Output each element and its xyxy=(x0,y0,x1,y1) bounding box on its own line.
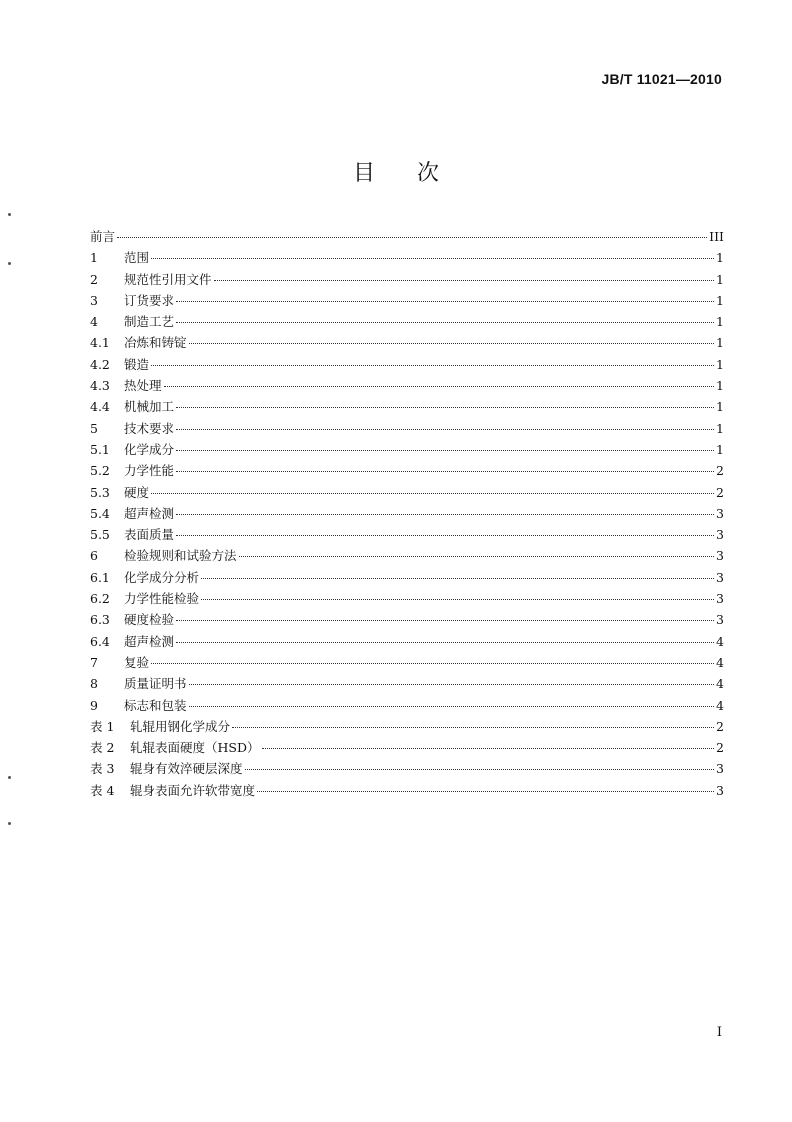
toc-entry[interactable] xyxy=(90,524,724,545)
toc-entry[interactable] xyxy=(90,226,724,247)
page-title xyxy=(0,156,792,187)
toc-entry-label: 化学成分分析 xyxy=(124,569,200,585)
toc-entry-label: 复验 xyxy=(124,654,150,670)
toc-dot-leader xyxy=(164,386,714,387)
standard-number: JB/T 11021—2010 xyxy=(601,71,722,87)
toc-entry-number: 4.3 xyxy=(90,378,110,394)
toc-entry-label: 前言 xyxy=(90,229,116,244)
toc-entry-label: 冶炼和铸锭 xyxy=(124,335,187,351)
title-char-1: 目 xyxy=(352,161,375,186)
toc-entry[interactable] xyxy=(90,311,724,332)
toc-entry-label: 力学性能 xyxy=(124,463,175,479)
toc-entry-page: 1 xyxy=(716,441,724,457)
toc-entry-page: 3 xyxy=(716,527,724,543)
scan-speck xyxy=(8,822,11,825)
toc-dot-leader xyxy=(176,407,714,408)
scan-speck xyxy=(8,213,11,216)
toc-entry-page: 2 xyxy=(716,740,724,756)
toc-dot-leader xyxy=(262,748,715,749)
toc-entry[interactable] xyxy=(90,631,724,652)
toc-entry-number: 7 xyxy=(90,654,98,670)
toc-entry[interactable] xyxy=(90,716,724,737)
toc-entry[interactable] xyxy=(90,780,724,801)
toc-entry-label: 轧辊表面硬度（HSD） xyxy=(130,740,260,756)
toc-entry-number: 5.4 xyxy=(90,505,110,521)
toc-entry-page: 1 xyxy=(716,314,724,330)
toc-entry-page: 1 xyxy=(716,250,724,266)
toc-entry[interactable] xyxy=(90,460,724,481)
toc-entry[interactable] xyxy=(90,396,724,417)
toc-dot-leader xyxy=(176,450,714,451)
toc-entry-number: 表 3 xyxy=(90,761,115,777)
toc-entry-page: 4 xyxy=(716,676,724,692)
toc-dot-leader xyxy=(201,599,714,600)
toc-dot-leader xyxy=(189,684,714,685)
toc-entry-label: 辊身有效淬硬层深度 xyxy=(130,761,243,777)
toc-entry-number: 9 xyxy=(90,697,98,713)
toc-entry[interactable] xyxy=(90,673,724,694)
toc-entry-label: 力学性能检验 xyxy=(124,591,200,607)
toc-entry[interactable] xyxy=(90,695,724,716)
toc-entry-page: 1 xyxy=(716,271,724,287)
toc-entry-number: 4.4 xyxy=(90,399,110,415)
toc-entry-number: 表 1 xyxy=(90,718,115,734)
toc-entry-label: 技术要求 xyxy=(124,420,175,436)
toc-entry-number: 8 xyxy=(90,676,98,692)
toc-dot-leader xyxy=(151,663,714,664)
toc-entry[interactable] xyxy=(90,290,724,311)
toc-entry[interactable] xyxy=(90,482,724,503)
toc-dot-leader xyxy=(245,769,714,770)
toc-entry-label: 规范性引用文件 xyxy=(124,271,212,287)
toc-entry[interactable] xyxy=(90,567,724,588)
toc-entry-label: 检验规则和试验方法 xyxy=(124,548,237,564)
toc-entry-number: 表 4 xyxy=(90,782,115,798)
toc-entry-number: 5.5 xyxy=(90,527,110,543)
toc-dot-leader xyxy=(151,258,714,259)
toc-entry-page: 1 xyxy=(716,356,724,372)
toc-entry-page: 3 xyxy=(716,505,724,521)
toc-entry-number: 5.2 xyxy=(90,463,110,479)
toc-dot-leader xyxy=(201,578,714,579)
toc-entry-page: III xyxy=(709,229,724,244)
toc-entry-page: 2 xyxy=(716,463,724,479)
toc-entry-page: 1 xyxy=(716,420,724,436)
toc-dot-leader xyxy=(232,727,714,728)
toc-dot-leader xyxy=(176,301,714,302)
toc-entry-page: 4 xyxy=(716,697,724,713)
toc-entry-label: 机械加工 xyxy=(124,399,175,415)
toc-dot-leader xyxy=(214,280,714,281)
toc-entry-number: 5.3 xyxy=(90,484,110,500)
toc-dot-leader xyxy=(117,237,707,238)
toc-entry-label: 标志和包装 xyxy=(124,697,187,713)
toc-entry-label: 锻造 xyxy=(124,356,150,372)
toc-entry-page: 1 xyxy=(716,335,724,351)
toc-dot-leader xyxy=(151,493,714,494)
toc-entry[interactable] xyxy=(90,418,724,439)
toc-entry-number: 6.3 xyxy=(90,612,110,628)
toc-entry-number: 6.4 xyxy=(90,633,110,649)
toc-entry-number: 4.2 xyxy=(90,356,110,372)
scan-speck xyxy=(8,776,11,779)
toc-entry[interactable] xyxy=(90,545,724,566)
toc-entry[interactable] xyxy=(90,269,724,290)
toc-entry-label: 范围 xyxy=(124,250,150,266)
toc-entry[interactable] xyxy=(90,609,724,630)
toc-dot-leader xyxy=(176,471,714,472)
toc-dot-leader xyxy=(257,791,714,792)
toc-dot-leader xyxy=(176,642,714,643)
toc-entry-page: 2 xyxy=(716,718,724,734)
toc-entry-label: 超声检测 xyxy=(124,633,175,649)
toc-entry[interactable] xyxy=(90,247,724,268)
toc-dot-leader xyxy=(189,706,714,707)
toc-entry-number: 5 xyxy=(90,420,98,436)
toc-entry-page: 3 xyxy=(716,569,724,585)
scan-speck xyxy=(8,262,11,265)
toc-dot-leader xyxy=(151,365,714,366)
toc-entry-label: 表面质量 xyxy=(124,527,175,543)
table-of-contents xyxy=(90,226,724,801)
toc-entry-label: 超声检测 xyxy=(124,505,175,521)
toc-dot-leader xyxy=(176,514,714,515)
toc-dot-leader xyxy=(176,620,714,621)
toc-entry-number: 5.1 xyxy=(90,441,110,457)
toc-entry-label: 硬度 xyxy=(124,484,150,500)
toc-entry-number: 1 xyxy=(90,250,98,266)
toc-entry-label: 热处理 xyxy=(124,378,162,394)
toc-entry-page: 2 xyxy=(716,484,724,500)
toc-entry-page: 1 xyxy=(716,399,724,415)
toc-entry[interactable] xyxy=(90,375,724,396)
toc-entry[interactable] xyxy=(90,737,724,758)
page-folio: I xyxy=(716,1025,722,1040)
toc-dot-leader xyxy=(239,556,714,557)
toc-entry-page: 3 xyxy=(716,591,724,607)
toc-entry[interactable] xyxy=(90,354,724,375)
toc-entry[interactable] xyxy=(90,332,724,353)
toc-entry-number: 4.1 xyxy=(90,335,110,351)
toc-entry-number: 4 xyxy=(90,314,98,330)
toc-entry-label: 轧辊用钢化学成分 xyxy=(130,718,231,734)
toc-entry-page: 3 xyxy=(716,782,724,798)
toc-entry-label: 质量证明书 xyxy=(124,676,187,692)
toc-entry-label: 辊身表面允许软带宽度 xyxy=(130,782,256,798)
toc-entry[interactable] xyxy=(90,758,724,779)
toc-dot-leader xyxy=(189,343,714,344)
toc-entry-page: 4 xyxy=(716,633,724,649)
toc-entry[interactable] xyxy=(90,503,724,524)
toc-entry-number: 表 2 xyxy=(90,740,115,756)
toc-entry-number: 6.2 xyxy=(90,591,110,607)
toc-entry-number: 6.1 xyxy=(90,569,110,585)
toc-entry-page: 1 xyxy=(716,378,724,394)
toc-entry[interactable] xyxy=(90,652,724,673)
toc-entry-label: 制造工艺 xyxy=(124,314,175,330)
toc-entry[interactable] xyxy=(90,588,724,609)
toc-entry-page: 3 xyxy=(716,612,724,628)
toc-dot-leader xyxy=(176,322,714,323)
toc-entry-label: 硬度检验 xyxy=(124,612,175,628)
toc-entry-number: 3 xyxy=(90,292,98,308)
toc-entry-page: 3 xyxy=(716,548,724,564)
toc-entry-page: 3 xyxy=(716,761,724,777)
toc-dot-leader xyxy=(176,429,714,430)
toc-entry-label: 订货要求 xyxy=(124,292,175,308)
toc-entry[interactable] xyxy=(90,439,724,460)
toc-dot-leader xyxy=(176,535,714,536)
toc-entry-number: 2 xyxy=(90,271,98,287)
toc-entry-page: 1 xyxy=(716,292,724,308)
title-char-2: 次 xyxy=(417,161,440,186)
toc-entry-label: 化学成分 xyxy=(124,441,175,457)
toc-entry-page: 4 xyxy=(716,654,724,670)
toc-entry-number: 6 xyxy=(90,548,98,564)
